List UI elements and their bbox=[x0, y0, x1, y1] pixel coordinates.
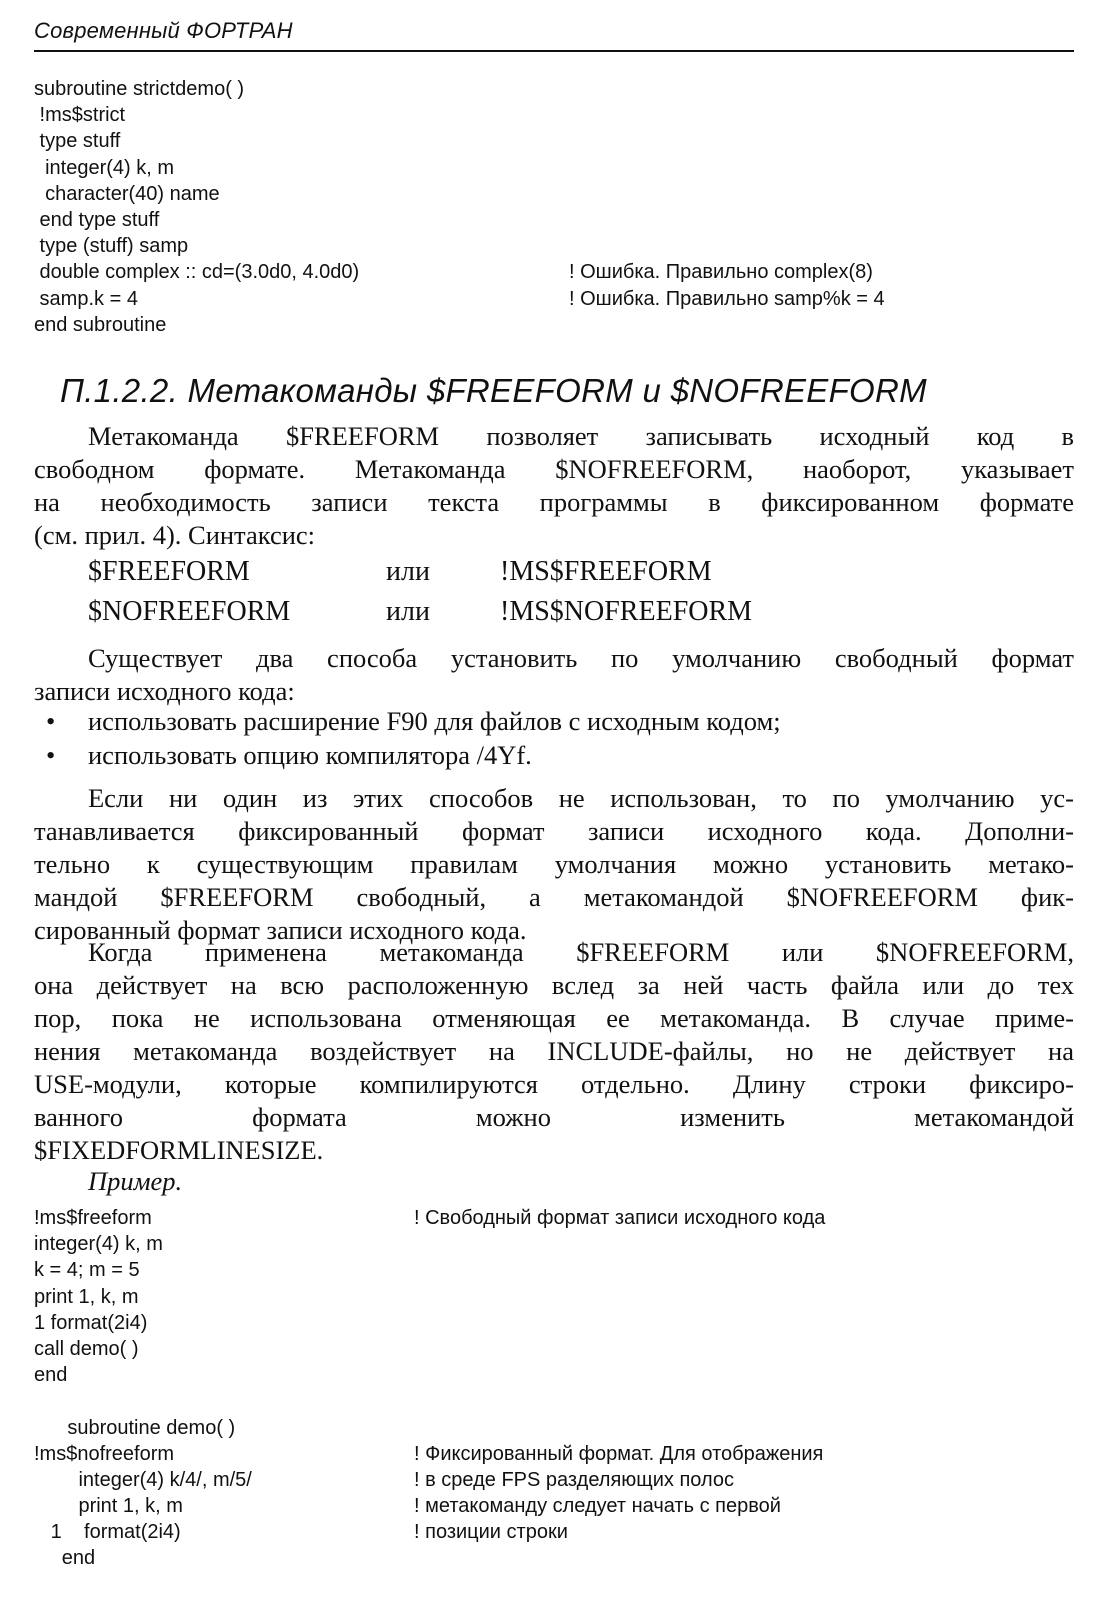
code-text: 1 format(2i4) bbox=[34, 1311, 148, 1334]
code-line bbox=[34, 233, 1074, 259]
text-line: нения метакоманда воздействует на INCLUDE-файлы, но не действует на bbox=[34, 1036, 1074, 1066]
code-line bbox=[34, 128, 1074, 154]
code-comment: ! позиции строки bbox=[414, 1521, 568, 1544]
text-line: $FIXEDFORMLINESIZE. bbox=[34, 1135, 324, 1165]
code-line bbox=[34, 1441, 1074, 1467]
code-text: integer(4) k, m bbox=[34, 1233, 163, 1256]
code-comment: ! в среде FPS разделяющих полос bbox=[414, 1468, 734, 1491]
code-line bbox=[34, 155, 1074, 181]
code-text: double complex :: cd=(3.0d0, 4.0d0) bbox=[34, 261, 360, 284]
code-text: end subroutine bbox=[34, 313, 167, 336]
code-line bbox=[34, 1205, 1074, 1231]
code-text: end type stuff bbox=[34, 208, 160, 231]
text-line: ванного формата можно изменить метакомандой bbox=[34, 1102, 1074, 1132]
code-text: print 1, k, m bbox=[34, 1285, 139, 1308]
text-line: свободном формате. Метакоманда $NOFREEFORM, наоборот, указывает bbox=[34, 454, 1074, 484]
code-comment: ! Фиксированный формат. Для отображения bbox=[414, 1442, 824, 1465]
code-text: k = 4; m = 5 bbox=[34, 1259, 140, 1282]
code-line bbox=[34, 1231, 1074, 1257]
text-line: Когда применена метакоманда $FREEFORM или $NOFREEFORM, bbox=[88, 937, 1074, 967]
code-text: character(40) name bbox=[34, 182, 220, 205]
code-text: !ms$freeform bbox=[34, 1207, 152, 1229]
code-line bbox=[34, 102, 1074, 128]
syntax-or: или bbox=[386, 596, 430, 627]
code-line bbox=[34, 1519, 1074, 1545]
code-block-strictdemo bbox=[34, 76, 1074, 338]
text-line: пор, пока не использована отменяющая ее метакоманда. В случае приме- bbox=[34, 1003, 1074, 1033]
text-line: на необходимость записи текста программы в фиксированном формате bbox=[34, 487, 1074, 517]
paragraph-two-ways bbox=[34, 642, 1074, 708]
syntax-alternative: !MS$NOFREEFORM bbox=[500, 596, 753, 627]
code-line bbox=[34, 1284, 1074, 1310]
code-line bbox=[34, 1467, 1074, 1493]
code-line bbox=[34, 1336, 1074, 1362]
code-comment: ! Ошибка. Правильно samp%k = 4 bbox=[569, 287, 885, 310]
code-line bbox=[34, 1362, 1074, 1388]
code-text: integer(4) k, m bbox=[34, 156, 175, 179]
code-line bbox=[34, 207, 1074, 233]
text-line: тельно к существующим правилам умолчания можно установить метако- bbox=[34, 849, 1074, 879]
bullet-dot: • bbox=[46, 706, 56, 736]
syntax-or: или bbox=[386, 556, 430, 587]
code-text: integer(4) k/4/, m/5/ bbox=[34, 1468, 252, 1491]
section-title: П.1.2.2. Метакоманды $FREEFORM и $NOFREEFORM bbox=[60, 372, 927, 409]
code-text: !ms$strict bbox=[34, 104, 126, 127]
code-line bbox=[34, 286, 1074, 312]
code-text: print 1, k, m bbox=[34, 1495, 183, 1518]
text-line: Если ни один из этих способов не использован, то по умолчанию ус- bbox=[88, 783, 1074, 813]
paragraph-scope bbox=[34, 936, 1074, 1167]
running-header: Современный ФОРТРАН bbox=[34, 18, 1074, 52]
code-text: end bbox=[34, 1364, 68, 1387]
text-line: записи исходного кода: bbox=[34, 676, 295, 706]
paragraph-default-format bbox=[34, 782, 1074, 947]
code-line bbox=[34, 181, 1074, 207]
code-text: subroutine strictdemo( ) bbox=[34, 78, 245, 100]
code-line bbox=[34, 1388, 1074, 1414]
bullet-dot: • bbox=[46, 740, 56, 770]
text-line: (см. прил. 4). Синтаксис: bbox=[34, 520, 316, 550]
code-line bbox=[34, 259, 1074, 285]
text-line: мандой $FREEFORM свободный, а метакомандой $NOFREEFORM фик- bbox=[34, 882, 1074, 912]
code-text: end bbox=[34, 1547, 96, 1570]
paragraph-intro bbox=[34, 420, 1074, 552]
text-line: танавливается фиксированный формат записи исходного кода. Дополни- bbox=[34, 816, 1074, 846]
code-text: call demo( ) bbox=[34, 1337, 139, 1360]
text-line: сированный формат записи исходного кода. bbox=[34, 915, 527, 945]
list-item-text: использовать расширение F90 для файлов с исходным кодом; bbox=[88, 706, 781, 736]
syntax-directive: $NOFREEFORM bbox=[88, 596, 291, 627]
text-line: Метакоманда $FREEFORM позволяет записывать исходный код в bbox=[88, 421, 1074, 451]
code-comment: ! Ошибка. Правильно complex(8) bbox=[569, 261, 873, 284]
code-text: samp.k = 4 bbox=[34, 287, 138, 310]
code-line bbox=[34, 1310, 1074, 1336]
code-line bbox=[34, 1493, 1074, 1519]
code-text: 1 format(2i4) bbox=[34, 1521, 181, 1544]
example-label: Пример. bbox=[88, 1166, 183, 1196]
text-line: USE-модули, которые компилируются отдельно. Длину строки фиксиро- bbox=[34, 1069, 1074, 1099]
code-line bbox=[34, 1415, 1074, 1441]
syntax-directive: $FREEFORM bbox=[88, 556, 250, 587]
syntax-alternative: !MS$FREEFORM bbox=[500, 556, 712, 587]
code-block-freeform-example bbox=[34, 1205, 1074, 1572]
code-line bbox=[34, 312, 1074, 338]
text-line: Существует два способа установить по умолчанию свободный формат bbox=[88, 643, 1074, 673]
text-line: она действует на всю расположенную вслед за ней часть файла или до тех bbox=[34, 970, 1074, 1000]
code-line bbox=[34, 1545, 1074, 1571]
code-line bbox=[34, 1257, 1074, 1283]
list-item-text: использовать опцию компилятора /4Yf. bbox=[88, 740, 532, 770]
code-text: subroutine demo( ) bbox=[34, 1416, 236, 1439]
code-line bbox=[34, 76, 1074, 102]
code-text: type stuff bbox=[34, 130, 121, 153]
code-text: type (stuff) samp bbox=[34, 235, 189, 258]
code-text: !ms$nofreeform bbox=[34, 1442, 175, 1465]
code-comment: ! Свободный формат записи исходного кода bbox=[414, 1207, 826, 1229]
code-comment: ! метакоманду следует начать с первой bbox=[414, 1495, 781, 1518]
